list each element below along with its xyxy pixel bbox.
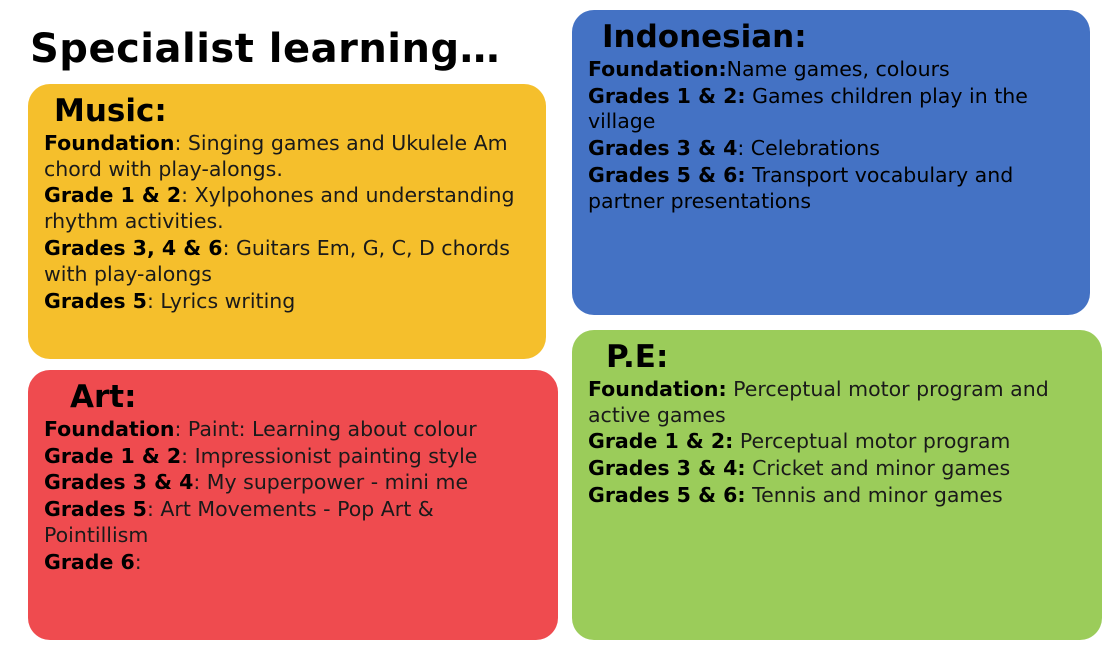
- list-item: [588, 136, 1074, 162]
- entry-text: : Art Movements - Pop Art & Pointillism: [44, 497, 434, 548]
- entry-label: Grades 5: [44, 497, 147, 522]
- list-item: [588, 377, 1086, 429]
- entry-label: Grade 1 & 2: [44, 183, 182, 208]
- list-item: [44, 417, 542, 443]
- entry-label: Grade 1 & 2: [44, 443, 182, 468]
- list-item: [588, 429, 1086, 455]
- card-pe: [572, 330, 1102, 640]
- entry-label: Grades 5: [44, 288, 147, 313]
- entry-text: Perceptual motor program: [733, 429, 1011, 454]
- list-item: [44, 497, 542, 549]
- page-title: Specialist learning…: [30, 26, 501, 72]
- list-item: [588, 57, 1074, 83]
- list-item: [588, 84, 1074, 136]
- list-item: [44, 183, 530, 235]
- list-item: [588, 483, 1086, 509]
- entry-text: : Lyrics writing: [146, 288, 296, 313]
- entry-label: Grade 6: [44, 549, 135, 574]
- entry-label: Grades 1 & 2:: [588, 83, 746, 108]
- entry-text: Tennis and minor games: [745, 483, 1003, 508]
- entry-text: : Impressionist painting style: [181, 443, 478, 468]
- entry-label: Grades 5 & 6:: [588, 483, 746, 508]
- list-item: [44, 131, 530, 183]
- entry-label: Grades 3, 4 & 6: [44, 236, 223, 261]
- card-title-indonesian: Indonesian:: [602, 19, 807, 55]
- entry-label: Foundation:: [588, 376, 727, 401]
- entry-text: : Xylpohones and understanding rhythm activities.: [44, 183, 515, 234]
- entry-text: Perceptual motor program and active games: [588, 376, 1049, 427]
- entry-label: Grades 3 & 4:: [588, 456, 746, 481]
- entry-text: Games children play in the village: [588, 83, 1028, 134]
- list-item: [44, 236, 530, 288]
- list-item: [44, 550, 542, 576]
- entry-text: Name games, colours: [726, 56, 950, 81]
- entry-label: Foundation: [44, 130, 175, 155]
- list-item: [44, 289, 530, 315]
- entry-text: Cricket and minor games: [745, 456, 1011, 481]
- card-title-music: Music:: [54, 93, 167, 129]
- card-art: [28, 370, 558, 640]
- entry-text: : Paint: Learning about colour: [174, 416, 477, 441]
- list-item: [44, 444, 542, 470]
- card-music: [28, 84, 546, 359]
- card-title-pe: P.E:: [606, 339, 669, 375]
- entry-label: Grades 5 & 6:: [588, 163, 746, 188]
- entry-text: : My superpower - mini me: [193, 470, 469, 495]
- entry-label: Foundation: [44, 416, 175, 441]
- card-title-art: Art:: [70, 379, 137, 415]
- entry-text: : Celebrations: [737, 136, 880, 161]
- entry-label: Grade 1 & 2:: [588, 429, 734, 454]
- entry-text: :: [134, 549, 142, 574]
- list-item: [588, 456, 1086, 482]
- entry-label: Grades 3 & 4: [44, 470, 194, 495]
- entry-label: Foundation:: [588, 56, 727, 81]
- entry-text: : Guitars Em, G, C, D chords with play-alongs: [44, 236, 510, 286]
- entry-label: Grades 3 & 4: [588, 136, 738, 161]
- entry-text: Transport vocabulary and partner presentations: [588, 163, 1014, 213]
- list-item: [44, 470, 542, 496]
- list-item: [588, 163, 1074, 215]
- entry-text: : Singing games and Ukulele Am chord with play-alongs.: [44, 130, 508, 181]
- card-indonesian: [572, 10, 1090, 315]
